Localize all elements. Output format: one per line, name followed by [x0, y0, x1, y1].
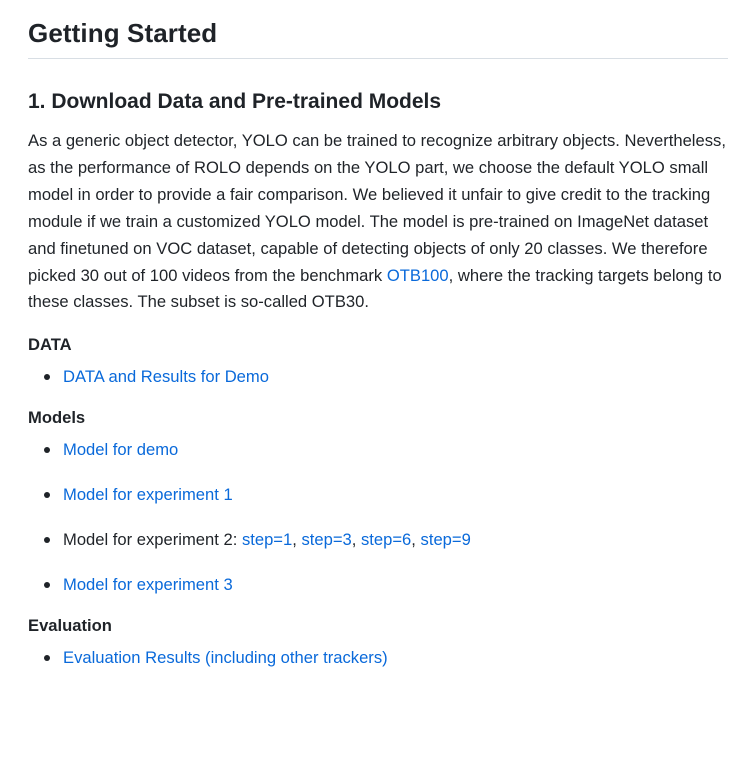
data-heading: DATA [28, 335, 72, 355]
models-list [28, 438, 728, 597]
evaluation-results-link[interactable]: Evaluation Results (including other trackers) [63, 648, 388, 668]
separator: , [292, 530, 302, 550]
step-1-link[interactable]: step=1 [241, 530, 293, 550]
step-3-link[interactable]: step=3 [301, 530, 352, 550]
list-item [63, 483, 728, 507]
section-title: 1. Download Data and Pre-trained Models [28, 90, 442, 113]
bullet-icon [44, 582, 50, 588]
intro-text-part1: As a generic object detector, YOLO can be trained to recognize arbitrary objects. Nevertheless, as the performance of ROLO depends on the YOLO part, we choose the default YOLO small model in order to provide a fair comparison. We believed it unfair to give credit to the tracking module if we train a customized YOLO model. The model is pre-trained on ImageNet dataset and finetuned on VOC dataset, capable of detecting objects of only 20 classes. We therefore picked 30 out of 100 videos from the benchmark [28, 131, 726, 285]
data-list [28, 365, 728, 389]
model-demo-link[interactable]: Model for demo [63, 440, 179, 460]
separator: , [411, 530, 421, 550]
model-experiment-1-link[interactable]: Model for experiment 1 [63, 485, 233, 505]
otb100-link[interactable]: OTB100 [386, 265, 449, 285]
evaluation-list [28, 646, 728, 670]
step-6-link[interactable]: step=6 [361, 530, 412, 550]
intro-paragraph [28, 128, 728, 316]
bullet-icon [44, 374, 50, 380]
evaluation-heading: Evaluation [28, 616, 112, 636]
model-experiment-2-label: Model for experiment 2: [63, 530, 242, 550]
data-results-demo-link[interactable]: DATA and Results for Demo [63, 367, 269, 387]
list-item [63, 365, 728, 389]
separator: , [351, 530, 361, 550]
bullet-icon [44, 447, 50, 453]
list-item [63, 528, 728, 552]
step-9-link[interactable]: step=9 [420, 530, 471, 550]
list-item [63, 646, 728, 670]
intro-text-part2: , where the tracking targets belong to these classes. The subset is so-called OTB30. [28, 265, 722, 312]
models-heading: Models [28, 408, 86, 428]
list-item [63, 438, 728, 462]
bullet-icon [44, 492, 50, 498]
list-item [63, 573, 728, 597]
bullet-icon [44, 537, 50, 543]
model-experiment-3-link[interactable]: Model for experiment 3 [63, 575, 233, 595]
bullet-icon [44, 655, 50, 661]
page-title: Getting Started [28, 0, 728, 59]
